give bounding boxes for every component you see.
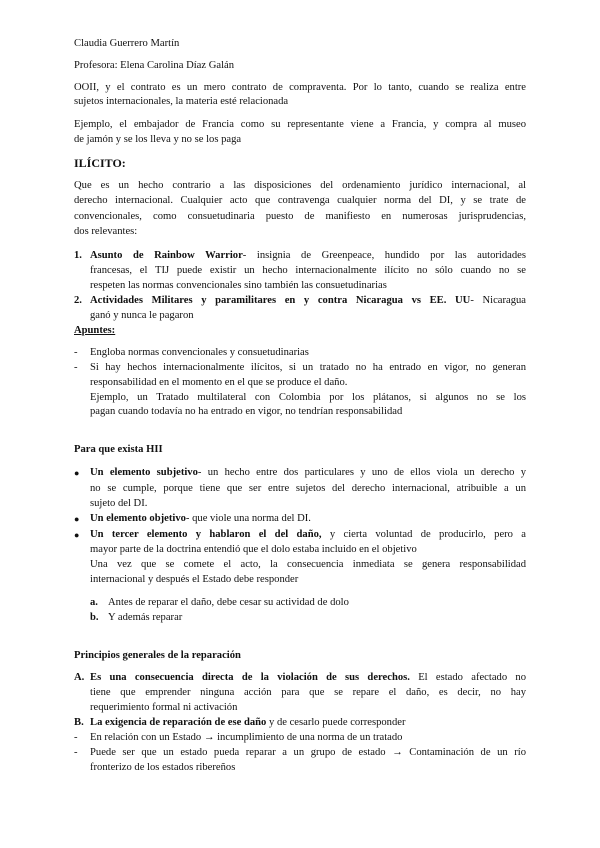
hii-bullet-dano (90, 528, 526, 542)
principio-title: La exigencia de reparación de ese daño (90, 717, 267, 728)
principio-dash-item: Puede ser que un estado pueda reparar a un grupo de estado → Contaminación de un río (90, 747, 526, 758)
list-item-line: respeten las normas convencionales sino también las consuetudinarias (90, 280, 387, 291)
bullet-text: y cierta voluntad de producirlo, pero a (321, 529, 526, 540)
principio-a (90, 671, 526, 685)
ilicito-p-line-2: derecho internacional. Cualquier acto que contravenga cualquier norma del DI, y se trate de (74, 195, 526, 206)
sub-marker: a. (90, 597, 98, 608)
hii-bullet-objetivo (90, 512, 311, 526)
apuntes-item: Si hay hechos internacionalmente ilícitos, si un tratado no ha entrado en vigor, no generan (90, 362, 526, 373)
principio-line: tiene que emprender ninguna acción para que se repare el daño, es decir, no hay (90, 687, 526, 698)
list-item-text: - Nicaragua (470, 295, 526, 306)
dash-marker: - (74, 362, 78, 373)
dash-marker: - (74, 732, 78, 743)
dash-marker: - (74, 347, 78, 358)
principio-text: El estado afectado no (409, 672, 526, 683)
ilicito-p-line-4: dos relevantes: (74, 226, 138, 237)
bullet-title: Un elemento objetivo (90, 513, 186, 524)
intro-p2-line-1: Ejemplo, el embajador de Francia como su representante viene a Francia, y compra al museo (74, 119, 526, 130)
list-item-rainbow-warrior (90, 249, 526, 263)
principio-b (90, 716, 406, 730)
principio-dash-line: fronterizo de los estados ribereños (90, 762, 236, 773)
letter-marker: B. (74, 717, 84, 728)
author-name: Claudia Guerrero Martín (74, 38, 180, 49)
bullet-icon: ● (74, 468, 80, 478)
bullet-title: Un elemento subjetivo (90, 467, 198, 478)
bullet-text: - un hecho entre dos particulares y uno de ellos viola un derecho y (197, 467, 526, 478)
list-marker: 2. (74, 295, 82, 306)
list-item-line: ganó y nunca le pagaron (90, 310, 194, 321)
list-item-title: Asunto de Rainbow Warrior (90, 250, 243, 261)
bullet-line: no se cumple, porque tiene que ser entre sujetos del derecho internacional, atribuible a un (90, 483, 526, 494)
apuntes-heading: Apuntes: (74, 325, 116, 336)
bullet-text: - que viole una norma del DI. (185, 513, 311, 524)
bullet-icon: ● (74, 514, 80, 524)
principio-title: Es una consecuencia directa de la violación de sus derechos. (90, 672, 410, 683)
principio-dash-item: En relación con un Estado → incumplimiento de una norma de un tratado (90, 732, 403, 743)
intro-p2-line-2: de jamón y se los lleva y no se los paga (74, 134, 242, 145)
intro-p1-line-1: OOII, y el contrato es un mero contrato de compraventa. Por lo tanto, cuando se realiza entre (74, 82, 526, 93)
apuntes-item-line: pagan cuando todavía no ha entrado en vigor, no tendrían responsabilidad (90, 406, 403, 417)
principio-line: requerimiento formal ni activación (90, 702, 238, 713)
ilicito-p-line-3: convencionales, como consuetudinaria puesto de manifiesto en numerosas jurisprudencias, (74, 211, 526, 222)
sub-item: Y además reparar (108, 612, 183, 623)
professor-name: Profesora: Elena Carolina Díaz Galán (74, 60, 235, 71)
sub-marker: b. (90, 612, 99, 623)
ilicito-heading: ILÍCITO: (74, 156, 126, 170)
bullet-line: Una vez que se comete el acto, la consecuencia inmediata se genera responsabilidad (90, 559, 526, 570)
bullet-title: Un tercer elemento y hablaron el del daño, (90, 529, 322, 540)
bullet-line: sujeto del DI. (90, 498, 148, 509)
list-marker: 1. (74, 250, 82, 261)
hii-bullet-subjetivo (90, 466, 526, 480)
apuntes-item-line: Ejemplo, un Tratado multilateral con Colombia por los plátanos, si algunos no se los (90, 392, 526, 403)
apuntes-item: Engloba normas convencionales y consuetudinarias (90, 347, 309, 358)
principios-heading: Principios generales de la reparación (74, 650, 241, 661)
list-item-text: - insignia de Greenpeace, hundido por las autoridades (242, 250, 526, 261)
ilicito-p-line-1: Que es un hecho contrario a las disposiciones del ordenamiento jurídico internacional, al (74, 180, 526, 191)
dash-marker: - (74, 747, 78, 758)
intro-p1-line-2: sujetos internacionales, la materia esté relacionada (74, 96, 289, 107)
bullet-line: mayor parte de la doctrina entendió que el dolo estaba incluido en el objetivo (90, 544, 417, 555)
list-item-title: Actividades Militares y paramilitares en y contra Nicaragua vs EE. UU (90, 295, 471, 306)
bullet-icon: ● (74, 530, 80, 540)
list-item-line: francesas, el TIJ puede existir un hecho internacionalmente ilícito no sólo cuando no se (90, 265, 526, 276)
letter-marker: A. (74, 672, 85, 683)
principio-text: y de cesarlo puede corresponder (266, 717, 406, 728)
hii-heading: Para que exista HII (74, 444, 163, 455)
apuntes-item-line: responsabilidad en el momento en el que se produce el daño. (90, 377, 348, 388)
list-item-nicaragua (90, 294, 526, 308)
sub-item: Antes de reparar el daño, debe cesar su actividad de dolo (108, 597, 349, 608)
bullet-line: internacional y después el Estado debe responder (90, 574, 299, 585)
